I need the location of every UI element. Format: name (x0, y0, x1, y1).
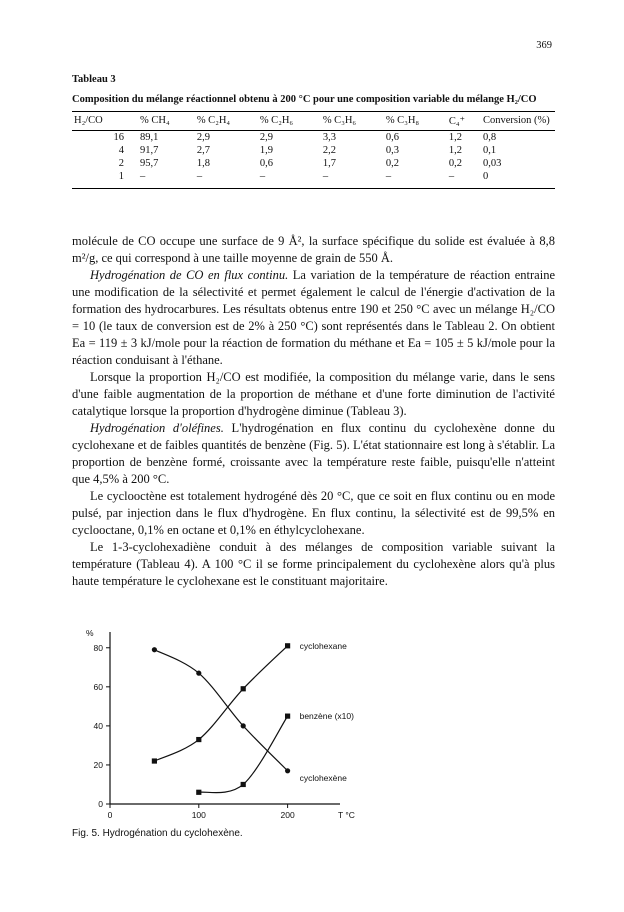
table-cell: – (385, 171, 392, 182)
paragraph-text: Le cyclooctène est totalement hydrogéné dès 20 °C, que ce soit en flux continu ou en mode pulsé, par injection dans le flux d'hydrogène. En flux continu, la sélectivité est de 99,5% en cyclooctane, 0,1% en octane et 0,1% en éthylcyclohexane. (72, 489, 555, 537)
x-axis-label: T °C (338, 810, 355, 820)
table-cell: 0,03 (483, 158, 502, 169)
page-number: 369 (536, 40, 552, 51)
paragraph (72, 539, 555, 590)
table-label: Tableau 3 (72, 74, 116, 85)
table-cell: 3,3 (322, 132, 336, 143)
data-point (241, 723, 246, 728)
paragraph-text: Le 1-3-cyclohexadiène conduit à des mélanges de composition variable suivant la température (Tableau 4). A 100 °C il se forme principalement du cyclohexène alors qu'à plus haute température le cyclohexane est le constituant majoritaire. (72, 540, 555, 588)
paragraph (72, 267, 555, 369)
table-cell: 1 (118, 171, 124, 182)
table-cell: – (196, 171, 203, 182)
table-caption: Composition du mélange réactionnel obtenu à 200 °C pour une composition variable du mélange H₂/CO (72, 94, 537, 105)
paragraph-text: molécule de CO occupe une surface de 9 Å², la surface spécifique du solide est évaluée à 8,8 m²/g, ce qui correspond à une taille moyenne de grain de 550 Å. (72, 234, 555, 265)
table-cell: 0,1 (483, 145, 497, 156)
table-cell: 2,9 (196, 132, 210, 143)
table-cell: 2,9 (259, 132, 273, 143)
data-point (241, 782, 246, 787)
series-label: cyclohexane (299, 640, 347, 651)
table-cell: 0,2 (448, 158, 462, 169)
y-axis-label: % (86, 628, 94, 638)
table-cell: 1,7 (322, 158, 336, 169)
composition-table (72, 111, 555, 189)
series-label: cyclohexène (299, 772, 347, 783)
table-cell: 91,7 (140, 145, 159, 156)
table-cell: – (140, 171, 146, 182)
data-point (196, 790, 201, 795)
table-row (72, 170, 555, 189)
table-cell: 95,7 (140, 158, 159, 169)
table-header: % CH₄ (140, 115, 170, 126)
y-tick-label: 0 (98, 799, 103, 809)
table-block (72, 74, 555, 189)
data-point (152, 647, 157, 652)
paragraph (72, 233, 555, 267)
data-point (196, 737, 201, 742)
x-tick-label: 0 (107, 810, 113, 820)
table-cell: 0,6 (259, 158, 273, 169)
series-label: benzène (x10) (299, 711, 354, 722)
data-point (285, 768, 290, 773)
table-cell: 4 (118, 145, 124, 156)
body-text (72, 233, 555, 590)
table-row (72, 157, 555, 170)
paragraph (72, 420, 555, 488)
table-header: % C₂H₄ (196, 115, 231, 126)
table-cell: 1,9 (259, 145, 273, 156)
figure-caption: Fig. 5. Hydrogénation du cyclohexène. (72, 828, 243, 839)
table-cell: 16 (113, 132, 124, 143)
table-row (72, 144, 555, 157)
table-cell: 0 (483, 171, 489, 182)
table-header: Conversion (%) (483, 115, 550, 126)
table-cell: 2 (118, 158, 124, 169)
table-header: % C₃H₆ (322, 115, 357, 126)
table-cell: 0,3 (385, 145, 399, 156)
table-header-row (72, 112, 555, 131)
x-tick-label: 100 (191, 810, 206, 820)
y-tick-label: 60 (93, 681, 103, 692)
table-header: C₄⁺ (448, 116, 466, 127)
paragraph (72, 369, 555, 420)
data-point (285, 643, 290, 648)
table-cell: 89,1 (140, 132, 159, 143)
table-cell: – (259, 171, 266, 182)
paragraph-text: La variation de la température de réaction entraine une modification de la sélectivité et permet également le calcul de l'énergie d'activation de la formation des hydrocarbures. Les résultats obtenus entre 190 et 250 °C avec un mélange H₂/CO = 10 (le taux de conversion est de 2% à 250 °C) sont représentés dans le Tableau 2. On obtient Ea = 119 ± 3 kJ/mole pour la réaction de formation du méthane et Ea = 105 ± 5 kJ/mole pour la réaction conduisant à l'éthane. (72, 268, 555, 367)
data-point (241, 686, 246, 691)
table-header: % C₂H₆ (259, 115, 294, 126)
table-cell: 0,8 (483, 132, 497, 143)
paragraph (72, 488, 555, 539)
y-tick-label: 20 (93, 759, 103, 770)
x-tick-label: 200 (280, 810, 295, 820)
table-cell: 1,2 (448, 132, 462, 143)
table-row (72, 131, 555, 145)
paragraph-lead: Hydrogénation de CO en flux continu. (90, 268, 289, 282)
paragraph-text: L'hydrogénation en flux continu du cyclohexène donne du cyclohexane et de faibles quantités de benzène (Fig. 5). L'état stationnaire est long à s'établir. La proportion de benzène formé, croissante avec la température reste faible, puisqu'elle n'atteint que 4,5% à 200 °C. (72, 421, 556, 486)
table-cell: – (448, 171, 455, 182)
table-cell: 0,6 (385, 132, 399, 143)
data-point (152, 758, 157, 763)
data-point (285, 714, 290, 719)
data-point (196, 671, 201, 676)
table-cell: 1,2 (448, 145, 462, 156)
paragraph-lead: Hydrogénation d'oléfines. (90, 421, 224, 435)
table-cell: 2,7 (196, 145, 210, 156)
table-cell: 0,2 (385, 158, 399, 169)
table-header: % C₃H₈ (385, 115, 420, 126)
line-chart (72, 624, 412, 824)
paragraph-text: Lorsque la proportion H₂/CO est modifiée, la composition du mélange varie, dans le sens d'une faible augmentation de la proportion de méthane et d'une forte diminution de l'activité catalytique lorsque la proportion d'hydrogène diminue (Tableau 3). (72, 370, 555, 418)
table-cell: 1,8 (196, 158, 210, 169)
series-line (154, 646, 287, 761)
y-tick-label: 40 (93, 720, 103, 731)
table-header: H₂/CO (74, 115, 103, 126)
y-tick-label: 80 (93, 642, 103, 653)
table-cell: – (322, 171, 329, 182)
figure-5 (72, 624, 412, 824)
table-cell: 2,2 (322, 145, 336, 156)
